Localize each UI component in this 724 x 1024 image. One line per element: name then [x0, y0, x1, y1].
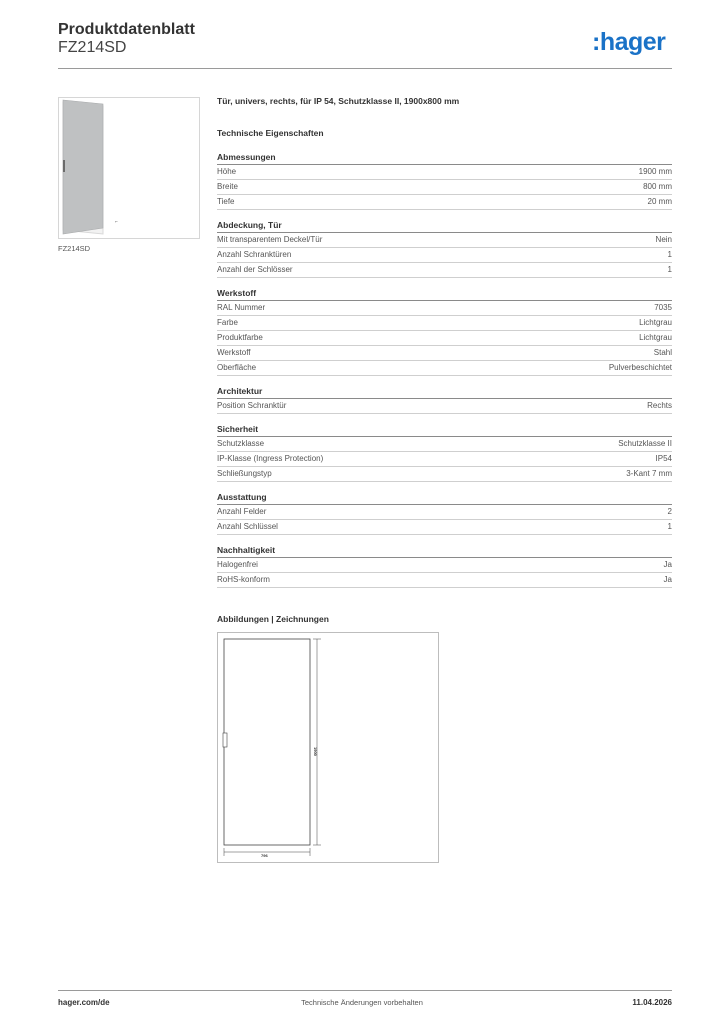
dim-height-label: 1900 [313, 747, 318, 756]
section-title: Abmessungen [217, 152, 672, 165]
spec-label: Oberfläche [217, 363, 257, 372]
tech-heading: Technische Eigenschaften [217, 128, 324, 138]
spec-value: Rechts [647, 401, 672, 410]
spec-label: Werkstoff [217, 348, 251, 357]
door-drawing [218, 633, 438, 862]
product-description: Tür, univers, rechts, für IP 54, Schutzklasse II, 1900x800 mm [217, 96, 460, 106]
spec-row [217, 233, 672, 248]
spec-label: IP-Klasse (Ingress Protection) [217, 454, 324, 463]
spec-row [217, 180, 672, 195]
spec-label: Breite [217, 182, 238, 191]
spec-row [217, 346, 672, 361]
svg-text:⌐: ⌐ [115, 219, 118, 225]
dim-width-label: 796 [261, 853, 268, 858]
spec-label: Tiefe [217, 197, 235, 206]
technical-drawing [217, 632, 439, 863]
spec-row [217, 573, 672, 588]
spec-value: 800 mm [643, 182, 672, 191]
spec-value: 1900 mm [638, 167, 672, 176]
spec-label: Anzahl der Schlösser [217, 265, 293, 274]
spec-label: Anzahl Schranktüren [217, 250, 292, 259]
spec-label: Mit transparentem Deckel/Tür [217, 235, 323, 244]
spec-content [217, 96, 672, 588]
spec-label: Schließungstyp [217, 469, 272, 478]
spec-value: Ja [663, 575, 672, 584]
footer-divider [58, 990, 672, 991]
spec-row [217, 558, 672, 573]
spec-label: Höhe [217, 167, 237, 176]
spec-value: 2 [667, 507, 672, 516]
spec-value: 1 [667, 250, 672, 259]
footer-website[interactable]: hager.com/de [58, 998, 110, 1007]
spec-section [217, 288, 672, 376]
spec-value: 20 mm [647, 197, 672, 206]
door-image [59, 98, 199, 238]
spec-label: Anzahl Felder [217, 507, 267, 516]
section-title: Ausstattung [217, 492, 672, 505]
thumbnail-caption: FZ214SD [58, 244, 91, 253]
spec-row [217, 399, 672, 414]
spec-value: Nein [655, 235, 672, 244]
spec-label: Halogenfrei [217, 560, 258, 569]
spec-row [217, 316, 672, 331]
spec-row [217, 505, 672, 520]
spec-value: IP54 [655, 454, 672, 463]
spec-value: Ja [663, 560, 672, 569]
spec-row [217, 301, 672, 316]
hager-logo: :hager [592, 28, 666, 56]
spec-value: 1 [667, 265, 672, 274]
spec-label: RAL Nummer [217, 303, 266, 312]
spec-row [217, 361, 672, 376]
spec-value: 7035 [654, 303, 672, 312]
spec-row [217, 467, 672, 482]
spec-section [217, 545, 672, 588]
spec-row [217, 437, 672, 452]
spec-row [217, 263, 672, 278]
spec-label: Anzahl Schlüssel [217, 522, 278, 531]
spec-value: 3-Kant 7 mm [626, 469, 672, 478]
section-title: Sicherheit [217, 424, 672, 437]
spec-value: Pulverbeschichtet [608, 363, 672, 372]
section-title: Werkstoff [217, 288, 672, 301]
spec-label: RoHS-konform [217, 575, 270, 584]
product-code: FZ214SD [58, 39, 127, 56]
footer-note: Technische Änderungen vorbehalten [301, 998, 423, 1007]
spec-value: Lichtgrau [639, 318, 672, 327]
page-title: Produktdatenblatt [58, 21, 195, 38]
spec-section [217, 220, 672, 278]
spec-label: Farbe [217, 318, 238, 327]
spec-label: Position Schranktür [217, 401, 287, 410]
spec-row [217, 520, 672, 535]
spec-value: Stahl [653, 348, 672, 357]
spec-section [217, 386, 672, 414]
spec-value: 1 [667, 522, 672, 531]
spec-label: Produktfarbe [217, 333, 263, 342]
spec-section [217, 492, 672, 535]
spec-value: Lichtgrau [639, 333, 672, 342]
product-thumbnail [58, 97, 200, 239]
spec-row [217, 248, 672, 263]
section-title: Architektur [217, 386, 672, 399]
section-title: Nachhaltigkeit [217, 545, 672, 558]
spec-row [217, 165, 672, 180]
spec-row [217, 452, 672, 467]
spec-sections [217, 152, 672, 588]
footer-date: 11.04.2026 [632, 998, 672, 1007]
spec-section [217, 152, 672, 210]
spec-row [217, 195, 672, 210]
drawings-heading: Abbildungen | Zeichnungen [217, 614, 329, 624]
spec-value: Schutzklasse II [618, 439, 672, 448]
section-title: Abdeckung, Tür [217, 220, 672, 233]
header-divider [58, 68, 672, 69]
spec-label: Schutzklasse [217, 439, 265, 448]
spec-section [217, 424, 672, 482]
spec-row [217, 331, 672, 346]
